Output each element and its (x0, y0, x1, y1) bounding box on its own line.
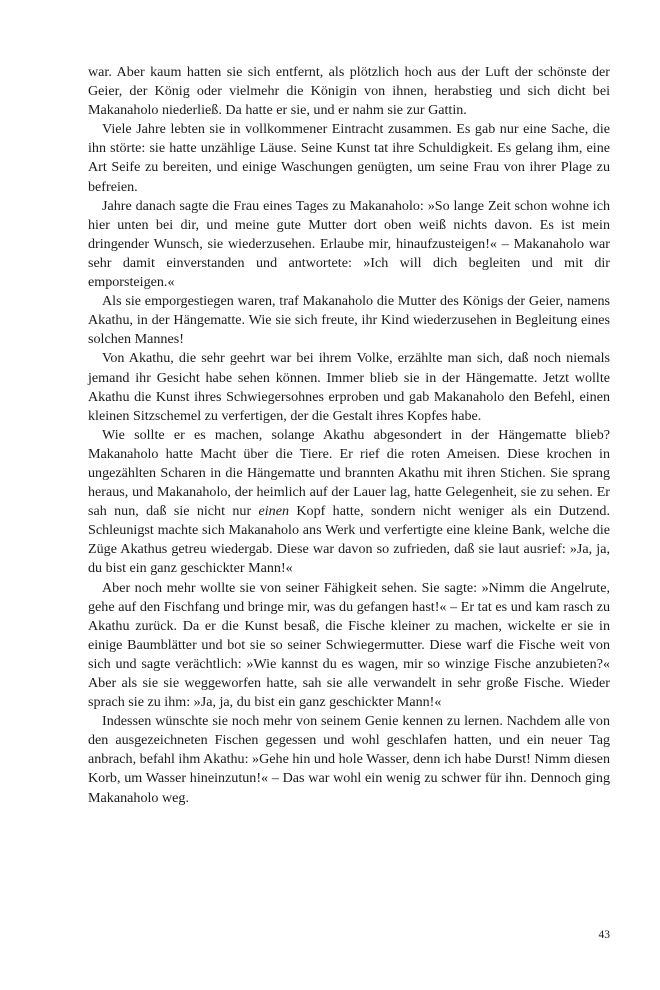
page-number: 43 (598, 929, 610, 941)
paragraph-1: war. Aber kaum hatten sie sich entfernt, als plötzlich hoch aus der Luft der schönste der Geier, der König oder vielmehr die Königin von ihnen, herabstieg und sich dicht bei Makanaholo niederließ. Da hatte er sie, und er nahm sie zur Gattin. (88, 64, 610, 119)
paragraph-6-part-2: Kopf hatte, sondern nicht weniger als ein Dutzend. Schleunigst machte sich Makanaholo ans Werk und verfertigte eine kleine Bank, welche die Züge Akathus getreu wiedergab. Diese war davon so zufrieden, daß sie laut ausrief: »Ja, ja, du bist ein ganz geschickter Mann!« (88, 503, 610, 577)
paragraph-3: Jahre danach sagte die Frau eines Tages zu Makanaholo: »So lange Zeit schon wohne ich hier unten bei dir, und meine gute Mutter dort oben weiß nichts davon. Es ist mein dringender Wunsch, sie wiederzusehen. Erlaube mir, hinaufzusteigen!« – Makanaholo war sehr damit einverstanden und antwortete: »Ich will dich begleiten und mit dir emporsteigen.« (88, 197, 610, 291)
paragraph-7: Aber noch mehr wollte sie von seiner Fähigkeit sehen. Sie sagte: »Nimm die Angelrute, gehe auf den Fischfang und bringe mir, was du gefangen hast!« – Er tat es und kam rasch zu Akathu zurück. Da er die Kunst besaß, die Fische kleiner zu machen, wickelte er sie in einige Baumblätter und bot sie so seiner Schwiegermutter. Diese warf die Fische weit von sich und sagte verächtlich: »Wie kannst du es wagen, mir so winzige Fische anzubieten?« Aber als sie sie weggeworfen hatte, sah sie alle verwandelt in sehr große Fische. Wieder sprach sie zu ihm: »Ja, ja, du bist ein ganz geschickter Mann!« (88, 579, 610, 711)
paragraph-6-part-1: Wie sollte er es machen, solange Akathu abgesondert in der Hängematte blieb? Makanaholo hatte Macht über die Tiere. Er rief die roten Ameisen. Diese krochen in ungezählten Scharen in die Hängematte und brannten Akathu mit ihren Stichen. Sie sprang heraus, und Makanaholo, der heimlich auf der Lauer lag, hatte Gelegenheit, sie zu sehen. Er sah nun, daß sie nicht nur (88, 426, 610, 520)
paragraph-2: Viele Jahre lebten sie in vollkommener Eintracht zusammen. Es gab nur eine Sache, die ihn störte: sie hatte unzählige Läuse. Seine Kunst tat ihre Schuldigkeit. Es gelang ihm, eine Art Seife zu bereiten, und einige Waschungen genügten, um seine Frau von ihrer Plage zu befreien. (88, 121, 610, 195)
paragraph-8: Indessen wünschte sie noch mehr von seinem Genie kennen zu lernen. Nachdem alle von den ausgezeichneten Fischen gegessen und wohl geschlafen hatten, und ein neuer Tag anbrach, befahl ihm Akathu: »Gehe hin und hole Wasser, denn ich habe Durst! Nimm diesen Korb, um Wasser hineinzutun!« – Das war wohl ein wenig zu schwer für ihn. Dennoch ging Makanaholo weg. (88, 713, 610, 806)
paragraph-4: Als sie emporgestiegen waren, traf Makanaholo die Mutter des Königs der Geier, namens Akathu, in der Hängematte. Wie sie sich freute, ihr Kind wiederzusehen in Begleitung eines solchen Mannes! (88, 293, 610, 348)
body-text (88, 63, 610, 808)
paragraph-5: Von Akathu, die sehr geehrt war bei ihrem Volke, erzählte man sich, daß noch niemals jemand ihr Gesicht habe sehen können. Immer blieb sie in der Hängematte. Jetzt wollte Akathu die Kunst ihres Schwiegersohnes erproben und gab Makanaholo den Befehl, einen kleinen Sitzschemel zu verfertigen, der die Gestalt ihres Kopfes habe. (88, 350, 610, 424)
paragraph-6 (88, 426, 610, 579)
emphasized-word: einen (258, 503, 290, 520)
